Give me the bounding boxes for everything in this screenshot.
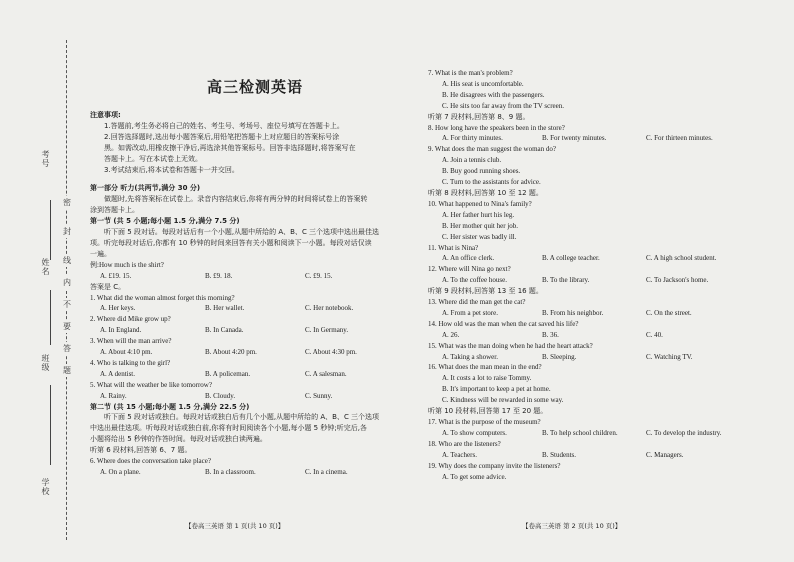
option-c: C. In a cinema. bbox=[305, 468, 348, 476]
seal-char-7: 答 bbox=[63, 344, 71, 353]
question-19: 19. Why does the company invite the listeners? bbox=[428, 461, 561, 470]
option-a: A. His seat is uncomfortable. bbox=[442, 79, 524, 88]
option-c: C. Sunny. bbox=[305, 391, 333, 400]
option-c: C. A salesman. bbox=[305, 369, 347, 378]
option-b: B. In a classroom. bbox=[205, 468, 256, 476]
option-a: A. To show computers. bbox=[442, 428, 507, 437]
option-b: B. From his neighbor. bbox=[542, 308, 604, 317]
material-instruction: 听第 8 段材料,回答第 10 至 12 题。 bbox=[428, 188, 543, 197]
question-3-options bbox=[90, 347, 420, 358]
question-3: 3. When will the man arrive? bbox=[90, 337, 172, 346]
page-title: 高三检测英语 bbox=[206, 78, 303, 96]
question-6: 6. Where does the conversation take place? bbox=[90, 457, 211, 466]
question-1: 1. What did the woman almost forget this morning? bbox=[90, 293, 235, 302]
material-instruction: 听第 7 段材料,回答第 8、9 题。 bbox=[428, 112, 530, 121]
option-a: A. Taking a shower. bbox=[442, 352, 498, 361]
left-page bbox=[90, 110, 420, 478]
footer-right: 【卷高三英语 第 2 页(共 10 页)】 bbox=[522, 522, 622, 530]
question-17: 17. What is the purpose of the museum? bbox=[428, 418, 541, 426]
option-b: B. 36. bbox=[542, 330, 559, 339]
section2-line: 中选出最佳选项。听每段对话或独白前,你将有时间阅读各个小题,每小题 5 秒钟;听完后,各 bbox=[90, 424, 367, 433]
example-answer: 答案是 C。 bbox=[90, 282, 126, 291]
option-a: A. Teachers. bbox=[442, 450, 477, 459]
question-14: 14. How old was the man when the cat saved his life? bbox=[428, 319, 579, 328]
question-10: 10. What happened to Nina's family? bbox=[428, 199, 532, 208]
option-b: B. To help school children. bbox=[542, 428, 618, 437]
option-a: A. In England. bbox=[100, 326, 142, 335]
notes-line: 3.考试结束后,将本试卷和答题卡一并交回。 bbox=[104, 165, 239, 174]
option-a: A. Rainy. bbox=[100, 391, 127, 400]
option-c: C. Managers. bbox=[646, 450, 684, 459]
notes-line: 1.答题前,考生务必将自己的姓名、考生号、考场号、座位号填写在答题卡上。 bbox=[104, 121, 344, 130]
option-a: A. It costs a lot to raise Tommy. bbox=[442, 374, 532, 383]
notes-line: 2.回答选择题时,选出每小题答案后,用铅笔把答题卡上对应题目的答案标号涂 bbox=[104, 132, 340, 141]
option-c: C. Turn to the assistants for advice. bbox=[442, 178, 541, 187]
option-a: A. To the coffee house. bbox=[442, 276, 507, 285]
seal-dashed-line bbox=[66, 40, 67, 540]
option-b: B. A policeman. bbox=[205, 369, 251, 378]
option-b: B. In Canada. bbox=[205, 326, 244, 335]
option-c: C. A high school student. bbox=[646, 254, 717, 263]
option-b: B. It's important to keep a pet at home. bbox=[442, 385, 551, 394]
notes-line: 答题卡上。写在本试卷上无效。 bbox=[104, 154, 202, 163]
question-11-options bbox=[428, 253, 773, 264]
material-instruction: 听第 9 段材料,回答第 13 至 16 题。 bbox=[428, 287, 543, 296]
option-b: B. Her wallet. bbox=[205, 304, 245, 313]
question-1-options bbox=[90, 303, 420, 314]
footer-left: 【卷高三英语 第 1 页(共 10 页)】 bbox=[185, 522, 285, 530]
option-c: C. In Germany. bbox=[305, 326, 349, 335]
option-c: C. For thirteen minutes. bbox=[646, 134, 713, 143]
option-c: C. Kindness will be rewarded in some way. bbox=[442, 396, 564, 405]
option-c: C. Her sister was badly ill. bbox=[442, 232, 517, 241]
option-c: C. £9. 15. bbox=[305, 271, 333, 280]
part1-line: 做题时,先将答案标在试卷上。录音内容结束后,你将有两分钟的时间将试卷上的答案转 bbox=[104, 195, 368, 204]
section1-heading: 第一节 (共 5 小题;每小题 1.5 分,满分 7.5 分) bbox=[90, 217, 240, 226]
option-c: C. To develop the industry. bbox=[646, 428, 722, 437]
material-instruction: 听第 10 段材料,回答第 17 至 20 题。 bbox=[428, 407, 548, 416]
question-16: 16. What does the man mean in the end? bbox=[428, 363, 542, 372]
question-18-options bbox=[428, 450, 773, 461]
option-b: B. For twenty minutes. bbox=[542, 134, 607, 143]
seal-char-2: 封 bbox=[63, 227, 71, 236]
question-4: 4. Who is talking to the girl? bbox=[90, 358, 171, 367]
question-5-options bbox=[90, 391, 420, 402]
option-c: C. About 4:30 pm. bbox=[305, 348, 357, 357]
binding-strip bbox=[0, 0, 82, 562]
question-13: 13. Where did the man get the cat? bbox=[428, 298, 526, 307]
exam-no-label: 考号 bbox=[41, 150, 50, 168]
option-a: A. From a pet store. bbox=[442, 308, 498, 317]
question-17-options bbox=[428, 428, 773, 439]
option-b: B. £9. 18. bbox=[205, 271, 233, 280]
section2-line: 听下面 5 段对话或独白。每段对话或独白后有几个小题,从题中所给的 A、B、C 三个选项 bbox=[104, 413, 380, 422]
seal-char-6: 要 bbox=[63, 322, 71, 331]
right-page bbox=[428, 68, 773, 482]
class-label: 班级 bbox=[41, 354, 50, 372]
seal-char-4: 内 bbox=[63, 278, 71, 287]
section2-line: 听第 6 段材料,回答第 6、7 题。 bbox=[90, 446, 192, 455]
class-line bbox=[50, 385, 51, 465]
question-5: 5. What will the weather be like tomorrow? bbox=[90, 380, 212, 389]
question-11: 11. What is Nina? bbox=[428, 243, 479, 252]
option-a: A. About 4:10 pm. bbox=[100, 348, 153, 357]
example-options bbox=[90, 271, 420, 282]
notes-heading: 注意事项: bbox=[90, 111, 121, 119]
question-6-options bbox=[90, 467, 420, 478]
option-c: C. He sits too far away from the TV screen. bbox=[442, 101, 565, 110]
option-a: A. £19. 15. bbox=[100, 271, 132, 280]
part1-heading: 第一部分 听力(共两节,满分 30 分) bbox=[90, 184, 201, 193]
question-15-options bbox=[428, 352, 773, 363]
question-8-options bbox=[428, 133, 773, 144]
section1-line: 项。听完每段对话后,你都有 10 秒钟的时间来回答有关小题和阅读下一小题。每段对话仅读 bbox=[90, 238, 372, 247]
option-a: A. Join a tennis club. bbox=[442, 156, 502, 165]
option-b: B. A college teacher. bbox=[542, 254, 600, 263]
option-c: C. 40. bbox=[646, 330, 663, 339]
option-a: A. A dentist. bbox=[100, 369, 136, 378]
question-8: 8. How long have the speakers been in the store? bbox=[428, 123, 565, 132]
question-7: 7. What is the man's problem? bbox=[428, 69, 513, 77]
section1-line: 一遍。 bbox=[90, 249, 111, 258]
option-b: B. Cloudy. bbox=[205, 391, 236, 400]
question-12: 12. Where will Nina go next? bbox=[428, 265, 511, 274]
question-2-options bbox=[90, 325, 420, 336]
section2-heading: 第二节 (共 15 小题;每小题 1.5 分,满分 22.5 分) bbox=[90, 402, 250, 411]
question-13-options bbox=[428, 308, 773, 319]
option-a: A. To get some advice. bbox=[442, 472, 507, 481]
option-b: B. About 4:20 pm. bbox=[205, 348, 257, 357]
notes-line: 黑。如需改动,用橡皮擦干净后,再选涂其他答案标号。回答非选择题时,将答案写在 bbox=[104, 143, 356, 152]
option-c: C. Watching TV. bbox=[646, 352, 693, 361]
option-c: C. On the street. bbox=[646, 308, 692, 317]
option-b: B. Students. bbox=[542, 450, 577, 459]
exam-no-line bbox=[50, 200, 51, 260]
option-b: B. Buy good running shoes. bbox=[442, 167, 521, 176]
option-b: B. Sleeping. bbox=[542, 352, 577, 361]
question-12-options bbox=[428, 275, 773, 286]
option-a: A. Her father hurt his leg. bbox=[442, 210, 515, 219]
option-a: A. For thirty minutes. bbox=[442, 134, 503, 143]
question-18: 18. Who are the listeners? bbox=[428, 439, 501, 448]
option-a: A. An office clerk. bbox=[442, 254, 495, 263]
name-line bbox=[50, 290, 51, 345]
option-b: B. Her mother quit her job. bbox=[442, 221, 519, 230]
option-a: A. Her keys. bbox=[100, 304, 136, 313]
option-a: A. On a plane. bbox=[100, 468, 141, 476]
option-c: C. To Jackson's home. bbox=[646, 276, 709, 285]
question-15: 15. What was the man doing when he had the heart attack? bbox=[428, 341, 593, 350]
seal-char-8: 题 bbox=[63, 366, 71, 375]
example-question: 例:How much is the shirt? bbox=[90, 260, 164, 269]
option-c: C. Her notebook. bbox=[305, 304, 354, 313]
question-4-options bbox=[90, 369, 420, 380]
question-2: 2. Where did Mike grow up? bbox=[90, 315, 171, 324]
seal-char-1: 密 bbox=[63, 198, 71, 207]
seal-char-5: 不 bbox=[63, 300, 71, 309]
option-b: B. To the library. bbox=[542, 276, 590, 285]
part1-line: 涂到答题卡上。 bbox=[90, 206, 139, 215]
option-a: A. 26. bbox=[442, 330, 460, 339]
question-9: 9. What does the man suggest the woman do? bbox=[428, 145, 556, 154]
section1-line: 听下面 5 段对话。每段对话后有一个小题,从题中所给的 A、B、C 三个选项中选出最佳选 bbox=[104, 228, 380, 237]
option-b: B. He disagrees with the passengers. bbox=[442, 90, 545, 99]
question-14-options bbox=[428, 330, 773, 341]
seal-char-3: 线 bbox=[63, 256, 71, 265]
name-label: 姓名 bbox=[41, 258, 50, 276]
school-label: 学校 bbox=[41, 478, 50, 496]
section2-line: 小题将给出 5 秒钟的作答时间。每段对话或独白读两遍。 bbox=[90, 435, 267, 444]
